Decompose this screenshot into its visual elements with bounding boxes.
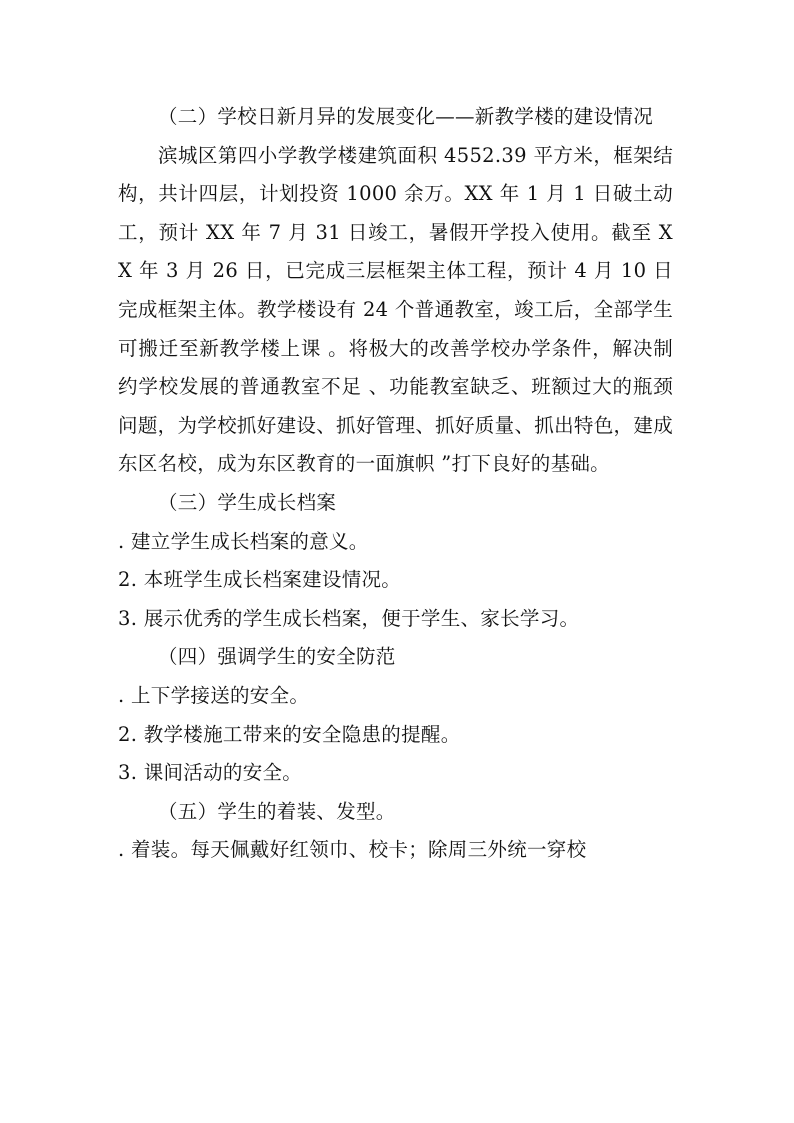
list-item: . 建立学生成长档案的意义。 xyxy=(118,529,369,553)
document-body xyxy=(118,98,673,870)
section-heading-dress-code: （五）学生的着装、发型。 xyxy=(158,799,396,823)
section-heading-safety: （四）强调学生的安全防范 xyxy=(158,645,396,669)
list-item: 3. 课间活动的安全。 xyxy=(118,761,303,785)
list-item: 3. 展示优秀的学生成长档案，便于学生、家长学习。 xyxy=(118,606,580,630)
list-item: 2. 教学楼施工带来的安全隐患的提醒。 xyxy=(118,722,461,746)
paragraph-new-building: 滨城区第四小学教学楼建筑面积 4552.39 平方米，框架结构，共计四层，计划投资 1000 余万。XX 年 1 月 1 日破土动工，预计 XX 年 7 月 31 日竣工，暑假开学投入使用。截至 XX 年 3 月 26 日，已完成三层框架主体工程，预计 4 月 10 日完成框架主体。教学楼设有 24 个普通教室，竣工后，全部学生可搬迁至新教学楼上课 。将极大的改善学校办学条件，解决制约学校发展的普通教室不足 、功能教室缺乏、班额过大的瓶颈问题，为学校抓好建设、抓好管理、抓好质量、抓出特色，建成东区名校，成为东区教育的一面旗帜 ”打下良好的基础。 xyxy=(118,143,673,476)
list-item: . 上下学接送的安全。 xyxy=(118,683,310,707)
section-heading-growth-records: （三）学生成长档案 xyxy=(158,490,337,514)
list-item: 2. 本班学生成长档案建设情况。 xyxy=(118,568,402,592)
list-item: . 着装。每天佩戴好红领巾、校卡；除周三外统一穿校 xyxy=(118,838,587,862)
section-heading-new-building: （二）学校日新月异的发展变化——新教学楼的建设情况 xyxy=(158,105,654,128)
